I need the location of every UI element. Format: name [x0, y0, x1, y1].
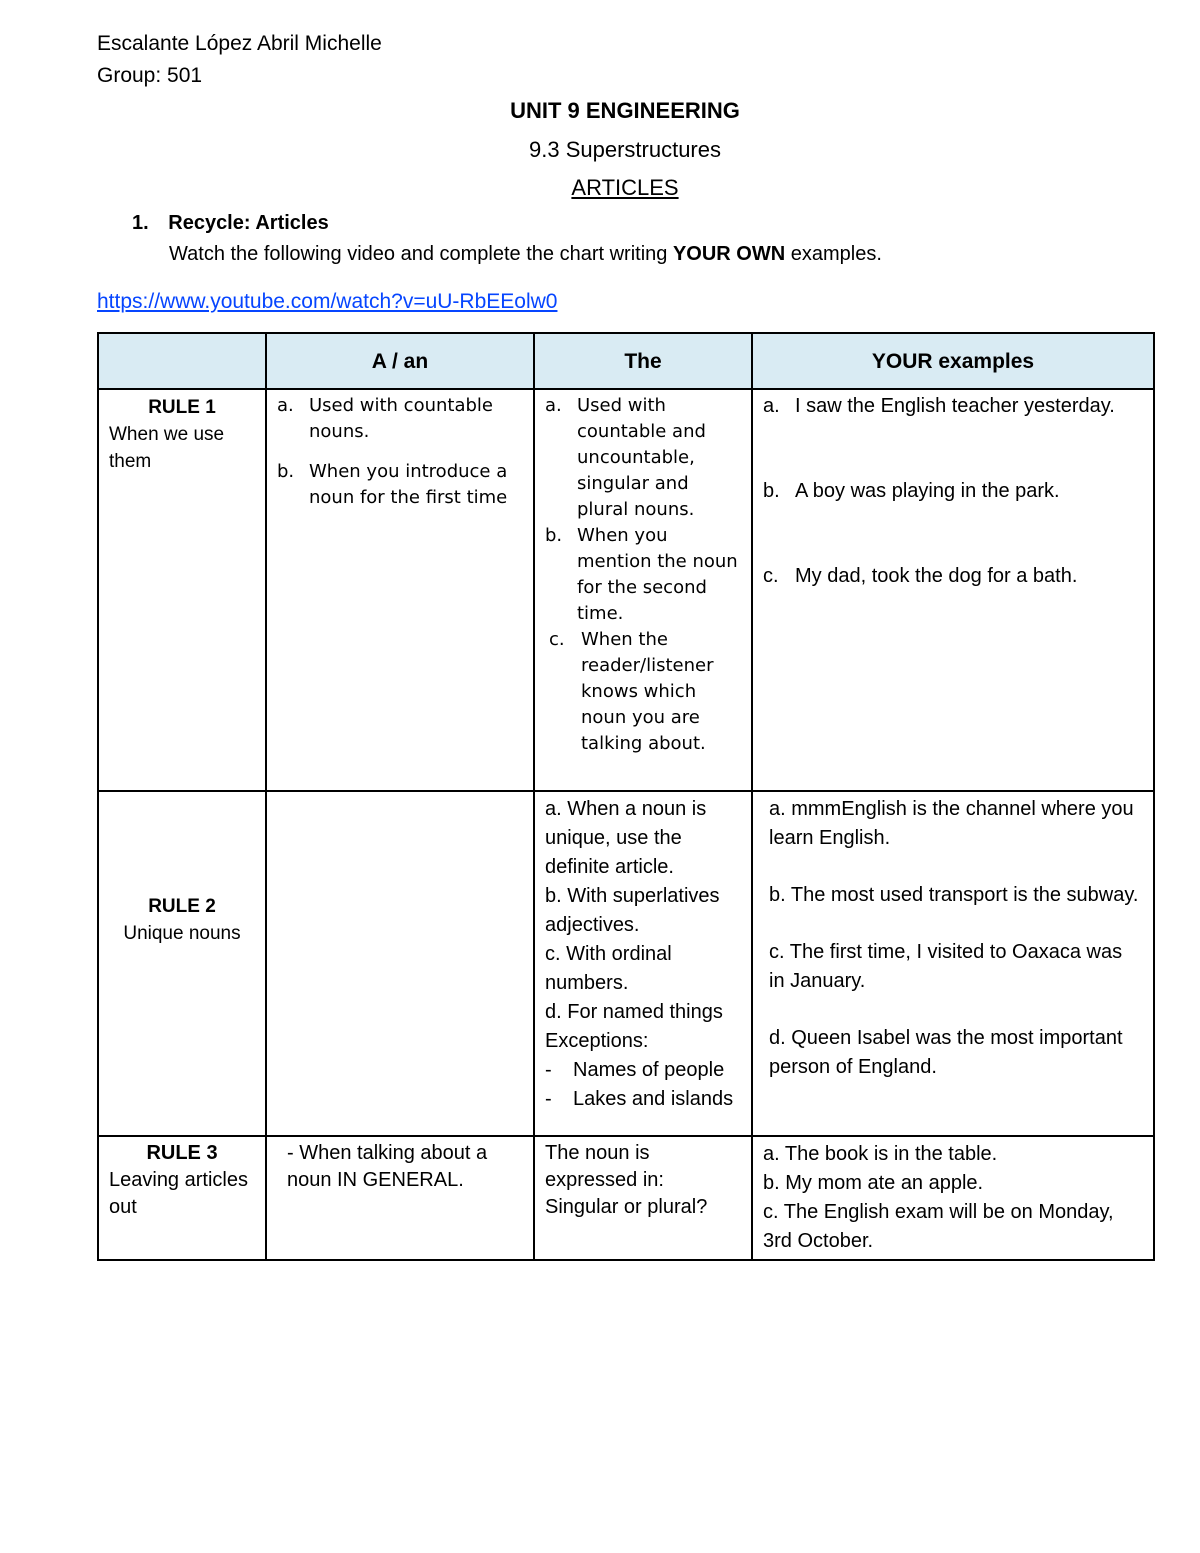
rule-2-the	[534, 791, 752, 1136]
rule-title: RULE 2	[148, 896, 216, 917]
header-empty	[98, 333, 266, 389]
exercise-instruction	[169, 243, 882, 266]
rule-2-a-an	[266, 791, 534, 1136]
list-marker: b.	[277, 461, 295, 482]
rule-3-examples	[752, 1136, 1154, 1260]
list-item	[277, 459, 523, 511]
rule-3-a-an	[266, 1136, 534, 1260]
rule-title: RULE 3	[146, 1142, 218, 1164]
list-item: c. With ordinal numbers.	[545, 943, 672, 994]
list-item: b. My mom ate an apple.	[763, 1172, 984, 1194]
rule-1-examples-list	[763, 393, 1143, 590]
list-text: When you mention the noun for the second time.	[577, 525, 738, 624]
rule-1-examples	[752, 389, 1154, 791]
list-text: Lakes and islands	[573, 1088, 734, 1110]
list-item	[763, 478, 1143, 505]
section-title: 9.3 Superstructures	[529, 137, 721, 162]
list-item	[549, 627, 741, 757]
list-item: b. The most used transport is the subway.	[769, 884, 1139, 906]
list-text: A boy was playing in the park.	[795, 480, 1060, 502]
instruction-text: Watch the following video and complete the chart writing	[169, 243, 673, 265]
rule-subtitle: Leaving articles out	[109, 1169, 248, 1218]
unit-title: UNIT 9 ENGINEERING	[510, 98, 740, 123]
list-marker: a.	[763, 395, 780, 417]
list-item: Exceptions:	[545, 1030, 649, 1052]
spacer	[769, 996, 1143, 1024]
rule-3-the	[534, 1136, 752, 1260]
rule-1-the-list	[545, 393, 741, 757]
list-text: I saw the English teacher yesterday.	[795, 395, 1115, 417]
list-item	[277, 393, 523, 445]
topic-title: ARTICLES	[571, 175, 679, 200]
spacer	[795, 420, 1143, 478]
list-text: Names of people	[573, 1059, 725, 1081]
list-item: b. With superlatives adjectives.	[545, 885, 720, 936]
articles-table	[97, 332, 1155, 1261]
rule-subtitle: When we use them	[109, 424, 225, 472]
rule-1-a-an-list	[277, 393, 523, 511]
list-item: d. Queen Isabel was the most important person of England.	[769, 1027, 1123, 1078]
exercise-title: Recycle: Articles	[168, 212, 329, 234]
spacer	[309, 445, 523, 459]
header-your-examples: YOUR examples	[752, 333, 1154, 389]
spacer	[769, 853, 1143, 881]
rule-3-label	[98, 1136, 266, 1260]
list-text: When you introduce a noun for the first time	[309, 461, 508, 508]
list-marker: b.	[545, 525, 563, 546]
list-marker: c.	[763, 565, 779, 587]
list-marker: a.	[545, 395, 562, 416]
rule-3-a-an-text: - When talking about a noun IN GENERAL.	[287, 1142, 488, 1191]
list-item: a. When a noun is unique, use the definite article.	[545, 798, 707, 878]
exercise-number: 1.	[132, 212, 149, 234]
table-row-rule-2	[98, 791, 1154, 1136]
table-header-row	[98, 333, 1154, 389]
list-item	[545, 393, 741, 523]
list-marker: c.	[549, 629, 565, 650]
list-item	[763, 563, 1143, 590]
group-label: Group: 501	[97, 64, 203, 87]
spacer	[769, 910, 1143, 938]
list-marker: b.	[763, 480, 780, 502]
list-marker: a.	[277, 395, 294, 416]
table-row-rule-3	[98, 1136, 1154, 1260]
instruction-text-end: examples.	[785, 243, 882, 265]
list-item	[545, 523, 741, 627]
header-the: The	[534, 333, 752, 389]
table-row-rule-1	[98, 389, 1154, 791]
rule-2-label	[98, 791, 266, 1136]
rule-3-the-text: The noun is expressed in: Singular or plural?	[545, 1142, 708, 1218]
video-link[interactable]: https://www.youtube.com/watch?v=uU-RbEEolw0	[97, 290, 558, 313]
list-item: a. mmmEnglish is the channel where you learn English.	[769, 798, 1134, 849]
list-item	[763, 393, 1143, 420]
list-item: - Lakes and islands	[545, 1088, 734, 1110]
student-name: Escalante López Abril Michelle	[97, 32, 382, 55]
list-item: c. The English exam will be on Monday, 3rd October.	[763, 1201, 1114, 1252]
rule-title: RULE 1	[148, 397, 216, 418]
header-a-an: A / an	[266, 333, 534, 389]
exercise-heading	[132, 212, 329, 235]
list-text: Used with countable nouns.	[309, 395, 493, 442]
list-text: My dad, took the dog for a bath.	[795, 565, 1078, 587]
list-item: a. The book is in the table.	[763, 1143, 998, 1165]
rule-1-the	[534, 389, 752, 791]
rule-1-a-an	[266, 389, 534, 791]
rule-2-examples	[752, 791, 1154, 1136]
instruction-emphasis: YOUR OWN	[672, 243, 786, 265]
list-text: When the reader/listener knows which noun you are talking about.	[581, 629, 714, 754]
spacer	[795, 505, 1143, 563]
list-item: d. For named things	[545, 1001, 723, 1023]
rule-1-label	[98, 389, 266, 791]
list-item: c. The first time, I visited to Oaxaca was in January.	[769, 941, 1123, 992]
list-text: Used with countable and uncountable, singular and plural nouns.	[577, 395, 706, 520]
rule-subtitle: Unique nouns	[123, 923, 241, 944]
list-item: - Names of people	[545, 1059, 725, 1081]
